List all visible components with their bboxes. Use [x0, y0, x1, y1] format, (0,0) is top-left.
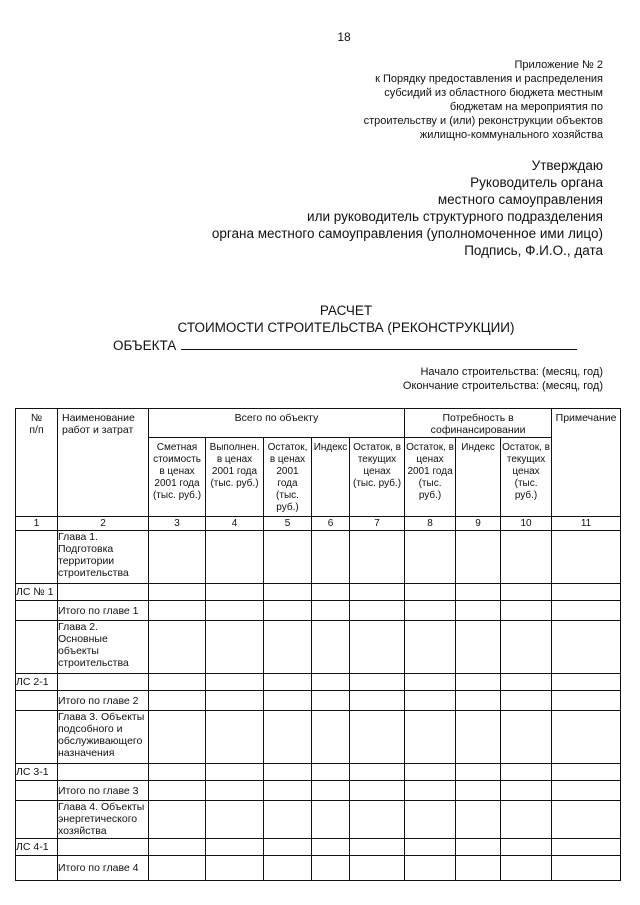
approval-line: Подпись, Ф.И.О., дата — [464, 243, 603, 258]
empty-cell — [552, 711, 621, 764]
empty-cell — [264, 674, 312, 691]
appendix-line: строительству и (или) реконструкции объектов — [363, 115, 603, 127]
row-number-cell — [16, 621, 58, 674]
column-number: 7 — [350, 517, 405, 531]
column-number: 11 — [552, 517, 621, 531]
empty-cell — [350, 621, 405, 674]
empty-cell — [405, 674, 456, 691]
row-number-cell — [16, 691, 58, 711]
empty-cell — [350, 674, 405, 691]
empty-cell — [501, 601, 552, 621]
empty-cell — [149, 764, 206, 781]
row-number-cell: ЛС № 1 — [16, 584, 58, 601]
table-row — [16, 691, 621, 711]
empty-cell — [501, 674, 552, 691]
row-name-cell: Итого по главе 1 — [58, 601, 149, 621]
empty-cell — [264, 856, 312, 881]
object-line — [113, 336, 577, 354]
empty-cell — [206, 781, 264, 801]
empty-cell — [264, 584, 312, 601]
empty-cell — [264, 764, 312, 781]
empty-cell — [149, 711, 206, 764]
empty-cell — [350, 781, 405, 801]
empty-cell — [501, 711, 552, 764]
table-row — [16, 601, 621, 621]
empty-cell — [552, 801, 621, 839]
appendix-line: к Порядку предоставления и распределения — [375, 73, 603, 85]
empty-cell — [405, 531, 456, 584]
column-number: 10 — [501, 517, 552, 531]
empty-cell — [206, 691, 264, 711]
row-name-cell — [58, 584, 149, 601]
row-number-cell — [16, 856, 58, 881]
table-row — [16, 711, 621, 764]
empty-cell — [456, 711, 501, 764]
empty-cell — [149, 584, 206, 601]
empty-cell — [501, 801, 552, 839]
row-number-cell — [16, 711, 58, 764]
empty-cell — [456, 621, 501, 674]
title-line-2: СТОИМОСТИ СТРОИТЕЛЬСТВА (РЕКОНСТРУКЦИИ) — [177, 320, 515, 335]
empty-cell — [206, 839, 264, 856]
empty-cell — [312, 531, 350, 584]
empty-cell — [350, 691, 405, 711]
empty-cell — [264, 691, 312, 711]
column-number: 1 — [16, 517, 58, 531]
table-row — [16, 801, 621, 839]
approval-line: Утверждаю — [531, 158, 603, 173]
empty-cell — [312, 601, 350, 621]
empty-cell — [456, 531, 501, 584]
row-number-cell — [16, 781, 58, 801]
empty-cell — [350, 764, 405, 781]
empty-cell — [405, 856, 456, 881]
table-row — [16, 839, 621, 856]
column-number: 9 — [456, 517, 501, 531]
row-name-cell: Глава 3. Объекты подсобного и обслуживающего назначения — [58, 711, 149, 764]
empty-cell — [456, 781, 501, 801]
empty-cell — [552, 764, 621, 781]
approval-line: местного самоуправления — [437, 192, 603, 207]
empty-cell — [405, 781, 456, 801]
empty-cell — [312, 781, 350, 801]
empty-cell — [264, 781, 312, 801]
table-row — [16, 584, 621, 601]
header-row-groups — [16, 409, 621, 438]
empty-cell — [552, 531, 621, 584]
empty-cell — [552, 691, 621, 711]
row-number-cell — [16, 531, 58, 584]
cost-table — [15, 408, 621, 881]
header-name: Наименование работ и затрат — [58, 409, 149, 517]
empty-cell — [206, 531, 264, 584]
empty-cell — [552, 621, 621, 674]
empty-cell — [350, 711, 405, 764]
empty-cell — [501, 839, 552, 856]
empty-cell — [264, 621, 312, 674]
header-estimate-2001: Сметная стоимость в ценах 2001 года (тыс. руб.) — [149, 438, 206, 517]
row-number-cell: ЛС 3-1 — [16, 764, 58, 781]
column-numbers-row — [16, 517, 621, 531]
empty-cell — [501, 856, 552, 881]
column-number: 3 — [149, 517, 206, 531]
empty-cell — [456, 601, 501, 621]
row-name-cell: Глава 4. Объекты энергетического хозяйства — [58, 801, 149, 839]
object-blank-underline — [181, 336, 577, 350]
empty-cell — [501, 531, 552, 584]
header-cof-remain-current: Остаток, в текущих ценах (тыс. руб.) — [501, 438, 552, 517]
empty-cell — [350, 601, 405, 621]
document-title — [146, 302, 546, 336]
column-number: 8 — [405, 517, 456, 531]
construction-start: Начало строительства: (месяц, год) — [420, 366, 603, 378]
header-cof-remain-2001: Остаток, в ценах 2001 года (тыс. руб.) — [405, 438, 456, 517]
empty-cell — [264, 801, 312, 839]
empty-cell — [149, 621, 206, 674]
empty-cell — [552, 781, 621, 801]
empty-cell — [206, 801, 264, 839]
empty-cell — [501, 691, 552, 711]
schedule-block — [403, 365, 603, 393]
empty-cell — [456, 674, 501, 691]
column-number: 4 — [206, 517, 264, 531]
column-number: 2 — [58, 517, 149, 531]
empty-cell — [552, 584, 621, 601]
row-number-cell: ЛС 4-1 — [16, 839, 58, 856]
row-name-cell: Глава 1. Подготовка территории строительства — [58, 531, 149, 584]
appendix-line: Приложение № 2 — [514, 59, 603, 71]
table-row — [16, 674, 621, 691]
empty-cell — [405, 691, 456, 711]
empty-cell — [501, 621, 552, 674]
row-name-cell — [58, 839, 149, 856]
table-row — [16, 781, 621, 801]
empty-cell — [206, 856, 264, 881]
empty-cell — [206, 674, 264, 691]
object-label: ОБЪЕКТА — [113, 338, 177, 353]
empty-cell — [501, 764, 552, 781]
empty-cell — [350, 839, 405, 856]
empty-cell — [206, 621, 264, 674]
empty-cell — [312, 691, 350, 711]
row-name-cell: Итого по главе 3 — [58, 781, 149, 801]
empty-cell — [312, 674, 350, 691]
header-remain-2001: Остаток, в ценах 2001 года (тыс. руб.) — [264, 438, 312, 517]
row-name-cell — [58, 674, 149, 691]
empty-cell — [149, 839, 206, 856]
empty-cell — [501, 781, 552, 801]
empty-cell — [264, 601, 312, 621]
empty-cell — [405, 601, 456, 621]
empty-cell — [312, 711, 350, 764]
empty-cell — [206, 711, 264, 764]
row-number-cell: ЛС 2-1 — [16, 674, 58, 691]
header-cofinancing-group: Потребность в софинансировании — [405, 409, 552, 438]
empty-cell — [405, 839, 456, 856]
empty-cell — [405, 621, 456, 674]
empty-cell — [501, 584, 552, 601]
empty-cell — [552, 839, 621, 856]
table-row — [16, 856, 621, 881]
empty-cell — [456, 839, 501, 856]
empty-cell — [264, 531, 312, 584]
empty-cell — [456, 691, 501, 711]
table-row — [16, 621, 621, 674]
empty-cell — [206, 764, 264, 781]
empty-cell — [350, 801, 405, 839]
empty-cell — [206, 584, 264, 601]
appendix-block — [364, 58, 603, 142]
empty-cell — [405, 711, 456, 764]
page-number: 18 — [337, 30, 351, 44]
empty-cell — [552, 856, 621, 881]
empty-cell — [350, 531, 405, 584]
empty-cell — [405, 801, 456, 839]
empty-cell — [149, 674, 206, 691]
row-name-cell: Итого по главе 4 — [58, 856, 149, 881]
empty-cell — [312, 584, 350, 601]
column-number: 5 — [264, 517, 312, 531]
row-number-cell — [16, 601, 58, 621]
column-number: 6 — [312, 517, 350, 531]
row-name-cell: Итого по главе 2 — [58, 691, 149, 711]
row-name-cell: Глава 2. Основные объекты строительства — [58, 621, 149, 674]
empty-cell — [456, 584, 501, 601]
empty-cell — [456, 764, 501, 781]
empty-cell — [264, 711, 312, 764]
appendix-line: субсидий из областного бюджета местным — [384, 87, 603, 99]
header-done-2001: Выполнен. в ценах 2001 года (тыс. руб.) — [206, 438, 264, 517]
empty-cell — [312, 856, 350, 881]
header-remain-current: Остаток, в текущих ценах (тыс. руб.) — [350, 438, 405, 517]
empty-cell — [456, 856, 501, 881]
approval-line: Руководитель органа — [470, 175, 603, 190]
empty-cell — [350, 856, 405, 881]
empty-cell — [456, 801, 501, 839]
header-num-label: № п/п — [29, 412, 44, 436]
empty-cell — [206, 601, 264, 621]
construction-end: Окончание строительства: (месяц, год) — [402, 380, 603, 392]
empty-cell — [149, 781, 206, 801]
row-number-cell — [16, 801, 58, 839]
empty-cell — [405, 764, 456, 781]
empty-cell — [350, 584, 405, 601]
header-note: Примечание — [552, 409, 621, 517]
empty-cell — [552, 674, 621, 691]
header-num — [16, 409, 58, 517]
table-row — [16, 531, 621, 584]
empty-cell — [149, 856, 206, 881]
empty-cell — [149, 531, 206, 584]
empty-cell — [149, 691, 206, 711]
empty-cell — [312, 764, 350, 781]
empty-cell — [312, 621, 350, 674]
empty-cell — [264, 839, 312, 856]
title-line-1: РАСЧЕТ — [319, 303, 373, 318]
empty-cell — [312, 839, 350, 856]
appendix-line: жилищно-коммунального хозяйства — [419, 129, 603, 141]
table-row — [16, 764, 621, 781]
empty-cell — [405, 584, 456, 601]
appendix-line: бюджетам на мероприятия по — [449, 101, 603, 113]
empty-cell — [552, 601, 621, 621]
approval-line: или руководитель структурного подразделения — [307, 209, 603, 224]
approval-block — [212, 157, 603, 259]
header-total-group: Всего по объекту — [149, 409, 405, 438]
header-index: Индекс — [312, 438, 350, 517]
header-cof-index: Индекс — [456, 438, 501, 517]
row-name-cell — [58, 764, 149, 781]
empty-cell — [149, 601, 206, 621]
approval-line: органа местного самоуправления (уполномоченное ими лицо) — [211, 226, 603, 241]
empty-cell — [312, 801, 350, 839]
empty-cell — [149, 801, 206, 839]
